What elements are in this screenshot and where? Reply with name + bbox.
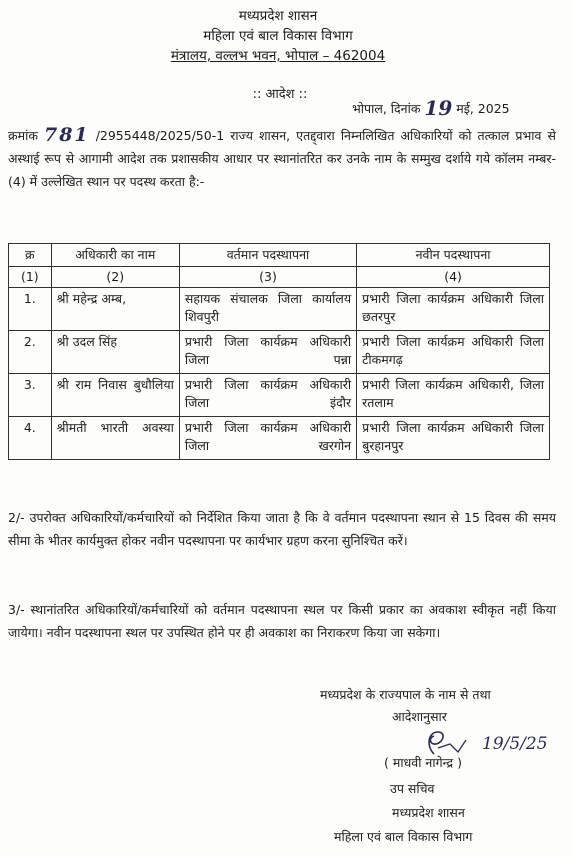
table-column-number-row — [9, 267, 550, 288]
row-new-posting: प्रभारी जिला कार्यक्रम अधिकारी जिला छतरपुर — [357, 288, 550, 331]
row-officer-name: श्री उदल सिंह — [51, 331, 179, 374]
col-header-current-posting: वर्तमान पदस्थापना — [179, 244, 356, 267]
date-prefix: भोपाल, दिनांक — [352, 101, 421, 116]
row-officer-name: श्री राम निवास बुधौलिया — [51, 374, 179, 417]
table-row — [9, 331, 550, 374]
header-department: महिला एवं बाल विकास विभाग — [203, 28, 353, 44]
row-serial: 1. — [9, 288, 52, 331]
table-row — [9, 417, 550, 460]
order-number-handwritten: 781 — [43, 124, 90, 146]
closing-line-1: मध्यप्रदेश के राज्यपाल के नाम से तथा — [320, 687, 491, 702]
row-current-posting: प्रभारी जिला कार्यक्रम अधिकारी जिला खरगोन — [179, 417, 356, 460]
row-new-posting: प्रभारी जिला कार्यक्रम अधिकारी जिला टीकमगढ़ — [357, 331, 550, 374]
col-number: (3) — [179, 267, 356, 288]
signatory-department: महिला एवं बाल विकास विभाग — [334, 829, 473, 844]
paragraph-1-text: राज्य शासन, एतद्द्वारा निम्नलिखित अधिकारियों को तत्काल प्रभाव से अस्थाई रूप से आगामी आदेश तक प्रशासकीय आधार पर स्थानांतरित कर उनके नाम के सम्मुख दर्शाये गये कॉलम नम्बर-(4) में उल्लेखित स्थान पर पदस्थ करता है:- — [8, 128, 556, 189]
kramank-label: क्रमांक — [8, 128, 38, 143]
col-header-sn: क्र — [9, 244, 52, 267]
order-paragraph-3: 3/- स्थानांतरित अधिकारियों/कर्मचारियों को वर्तमान पदस्थापना स्थल पर किसी प्रकार का अवकाश स्वीकृत नहीं किया जायेगा। नवीन पदस्थापना स्थल पर उपस्थित होने पर ही अवकाश का निराकरण किया जा सकेगा। — [8, 602, 556, 640]
table-row — [9, 288, 550, 331]
header-address: मंत्रालय, वल्लभ भवन, भोपाल – 462004 — [170, 48, 386, 64]
date-day-handwritten: 19 — [424, 96, 453, 120]
row-officer-name: श्री महेन्द्र अम्ब, — [51, 288, 179, 331]
table-row — [9, 374, 550, 417]
date-suffix: मई, 2025 — [456, 101, 510, 116]
signature-date-handwritten: 19/5/25 — [482, 734, 548, 754]
row-new-posting: प्रभारी जिला कार्यक्रम अधिकारी जिला बुरहानपुर — [357, 417, 550, 460]
row-serial: 2. — [9, 331, 52, 374]
row-serial: 4. — [9, 417, 52, 460]
col-number: (2) — [51, 267, 179, 288]
order-paragraph-2: 2/- उपरोक्त अधिकारियों/कर्मचारियों को निर्देशित किया जाता है कि वे वर्तमान पदस्थापना स्थान से 15 दिवस की समय सीमा के भीतर कार्यमुक्त होकर नवीन पदस्थापना पर कार्यभार ग्रहण करना सुनिश्चित करें। — [8, 510, 556, 548]
transfer-table — [8, 243, 550, 460]
order-paragraph-1 — [8, 124, 556, 193]
row-current-posting: प्रभारी जिला कार्यक्रम अधिकारी जिला पन्ना — [179, 331, 356, 374]
row-current-posting: प्रभारी जिला कार्यक्रम अधिकारी जिला इंदौर — [179, 374, 356, 417]
row-serial: 3. — [9, 374, 52, 417]
col-number: (4) — [357, 267, 550, 288]
col-header-name: अधिकारी का नाम — [51, 244, 179, 267]
signatory-government: मध्यप्रदेश शासन — [392, 805, 465, 820]
col-header-new-posting: नवीन पदस्थापना — [357, 244, 550, 267]
signatory-designation: उप सचिव — [390, 781, 435, 796]
header-government: मध्यप्रदेश शासन — [238, 8, 318, 24]
closing-authority — [320, 684, 491, 728]
signatory-name: ( माधवी नागेन्द्र ) — [384, 755, 462, 770]
order-title: :: आदेश :: — [252, 87, 308, 102]
row-officer-name: श्रीमती भारती अवस्या — [51, 417, 179, 460]
closing-line-2: आदेशानुसार — [392, 709, 447, 724]
table-header-row — [9, 244, 550, 267]
order-reference: /2955448/2025/50-1 — [95, 128, 225, 143]
col-number: (1) — [9, 267, 52, 288]
row-current-posting: सहायक संचालक जिला कार्यालय शिवपुरी — [179, 288, 356, 331]
order-date — [352, 96, 510, 120]
row-new-posting: प्रभारी जिला कार्यक्रम अधिकारी, जिला रतलाम — [357, 374, 550, 417]
